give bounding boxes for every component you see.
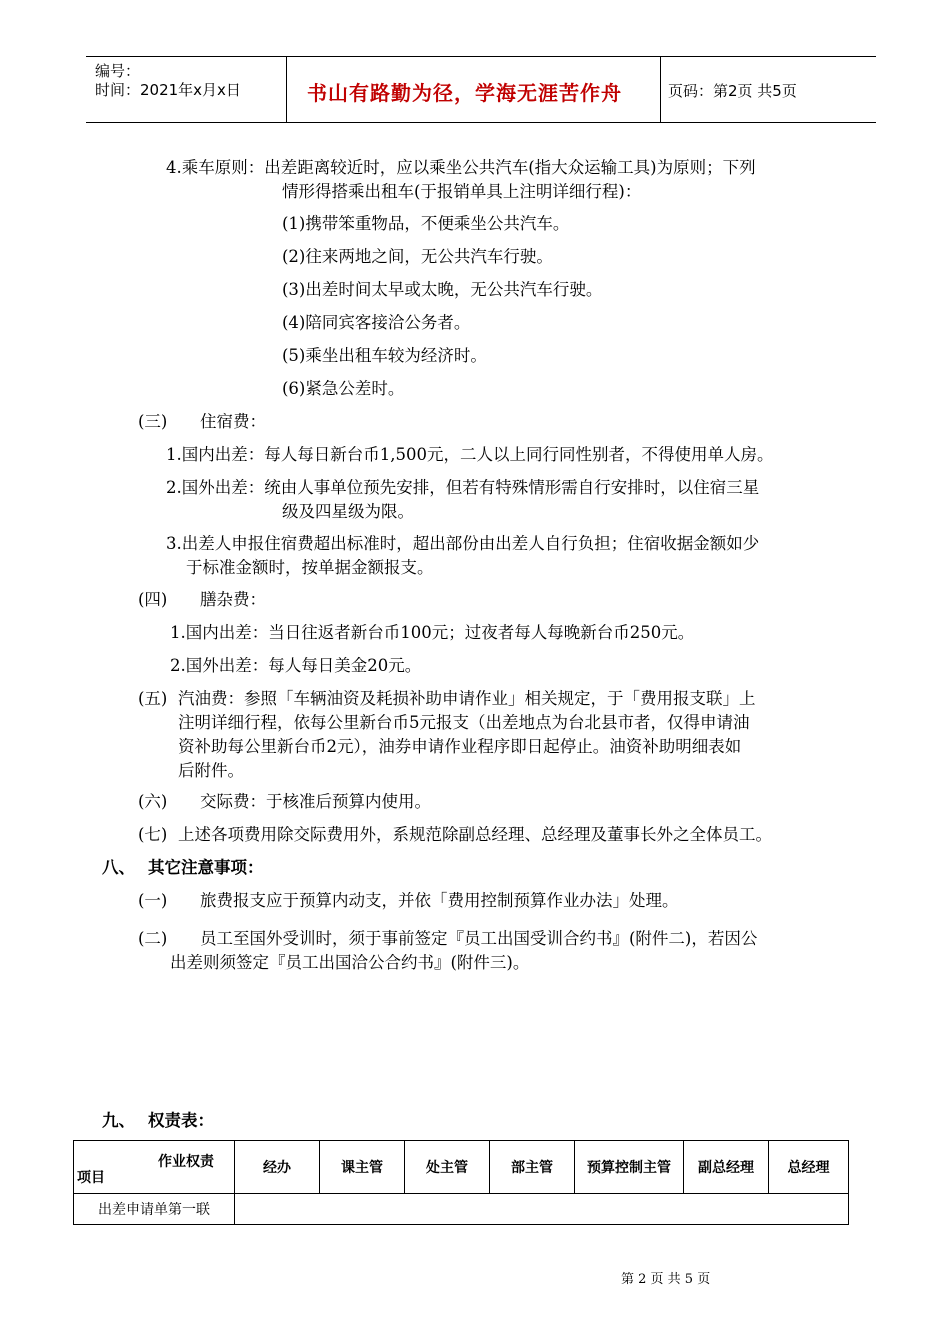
item4-sub-4: (4)陪同宾客接洽公务者。 bbox=[282, 313, 471, 332]
item4-line1: 4.乘车原则：出差距离较近时，应以乘坐公共汽车(指大众运输工具)为原则；下列 bbox=[166, 158, 756, 177]
s5-l1: 汽油费：参照「车辆油资及耗损补助申请作业」相关规定，于「费用报支联」上 bbox=[178, 689, 756, 708]
corner-bottom-label: 项目 bbox=[77, 1170, 105, 1186]
s4-num: (四) bbox=[138, 590, 168, 609]
s5-l4: 后附件。 bbox=[178, 761, 244, 780]
s8-b-l1: 员工至国外受训时，须于事前签定『员工出国受训合约书』(附件二)，若因公 bbox=[200, 929, 758, 948]
s6-text: 交际费：于核准后预算内使用。 bbox=[200, 792, 431, 811]
responsibility-table bbox=[73, 1140, 849, 1225]
header-divider-right bbox=[660, 56, 661, 122]
col-header: 处主管 bbox=[405, 1141, 490, 1194]
item4-line2: 情形得搭乘出租车(于报销单具上注明详细行程)： bbox=[282, 182, 642, 201]
table-row bbox=[74, 1194, 849, 1225]
s8-b-num: (二) bbox=[138, 929, 168, 948]
header-bottom-rule bbox=[86, 122, 876, 123]
s8-title: 其它注意事项： bbox=[148, 858, 264, 877]
s3-p3a: 3.出差人申报住宿费超出标准时，超出部份由出差人自行负担；住宿收据金额如少 bbox=[166, 534, 760, 553]
s8-a-num: (一) bbox=[138, 891, 168, 910]
item4-sub-2: (2)往来两地之间，无公共汽车行驶。 bbox=[282, 247, 553, 266]
s3-p2b: 级及四星级为限。 bbox=[282, 502, 414, 521]
s3-p3b: 于标准金额时，按单据金额报支。 bbox=[186, 558, 434, 577]
header-date: 时间：2021年x月x日 bbox=[95, 81, 241, 99]
corner-top-label: 作业权责 bbox=[158, 1154, 214, 1170]
item4-sub-1: (1)携带笨重物品，不便乘坐公共汽车。 bbox=[282, 214, 570, 233]
item4-sub-3: (3)出差时间太早或太晚，无公共汽车行驶。 bbox=[282, 280, 603, 299]
col-header: 预算控制主管 bbox=[575, 1141, 684, 1194]
table-corner-cell bbox=[74, 1141, 235, 1194]
col-header: 经办 bbox=[235, 1141, 320, 1194]
header-page: 页码：第2页 共5页 bbox=[668, 82, 797, 100]
page-footer: 第 2 页 共 5 页 bbox=[621, 1272, 711, 1287]
s9-num: 九、 bbox=[102, 1111, 135, 1130]
header-top-rule bbox=[86, 56, 876, 57]
s9-title: 权责表： bbox=[148, 1111, 214, 1130]
row-empty-cell bbox=[235, 1194, 849, 1225]
s8-a-text: 旅费报支应于预算内动支，并依「费用控制预算作业办法」处理。 bbox=[200, 891, 679, 910]
s4-title: 膳杂费： bbox=[200, 590, 266, 609]
s4-p1: 1.国内出差：当日往返者新台币100元；过夜者每人每晚新台币250元。 bbox=[170, 623, 695, 642]
s3-title: 住宿费： bbox=[200, 412, 266, 431]
header-divider-left bbox=[286, 56, 287, 122]
table-header-row bbox=[74, 1141, 849, 1194]
s7-num: (七) bbox=[138, 825, 168, 844]
item4-sub-5: (5)乘坐出租车较为经济时。 bbox=[282, 346, 487, 365]
s6-num: (六) bbox=[138, 792, 168, 811]
col-header: 课主管 bbox=[320, 1141, 405, 1194]
s3-num: (三) bbox=[138, 412, 168, 431]
s5-l3: 资补助每公里新台币2元），油券申请作业程序即日起停止。油资补助明细表如 bbox=[178, 737, 742, 756]
s8-num: 八、 bbox=[102, 858, 135, 877]
s3-p1: 1.国内出差：每人每日新台币1,500元，二人以上同行同性别者，不得使用单人房。 bbox=[166, 445, 774, 464]
s5-l2: 注明详细行程，依每公里新台币5元报支（出差地点为台北县市者，仅得申请油 bbox=[178, 713, 750, 732]
s8-b-l2: 出差则须签定『员工出国洽公合约书』(附件三)。 bbox=[170, 953, 530, 972]
s3-p2a: 2.国外出差：统由人事单位预先安排，但若有特殊情形需自行安排时，以住宿三星 bbox=[166, 478, 760, 497]
col-header: 部主管 bbox=[490, 1141, 575, 1194]
s4-p2: 2.国外出差：每人每日美金20元。 bbox=[170, 656, 422, 675]
s7-text: 上述各项费用除交际费用外，系规范除副总经理、总经理及董事长外之全体员工。 bbox=[178, 825, 772, 844]
header-slogan: 书山有路勤为径，学海无涯苦作舟 bbox=[307, 81, 622, 105]
item4-sub-6: (6)紧急公差时。 bbox=[282, 379, 405, 398]
row-label: 出差申请单第一联 bbox=[74, 1194, 235, 1225]
col-header: 总经理 bbox=[769, 1141, 849, 1194]
s5-num: (五) bbox=[138, 689, 168, 708]
header-number: 编号： bbox=[95, 62, 141, 80]
col-header: 副总经理 bbox=[684, 1141, 769, 1194]
